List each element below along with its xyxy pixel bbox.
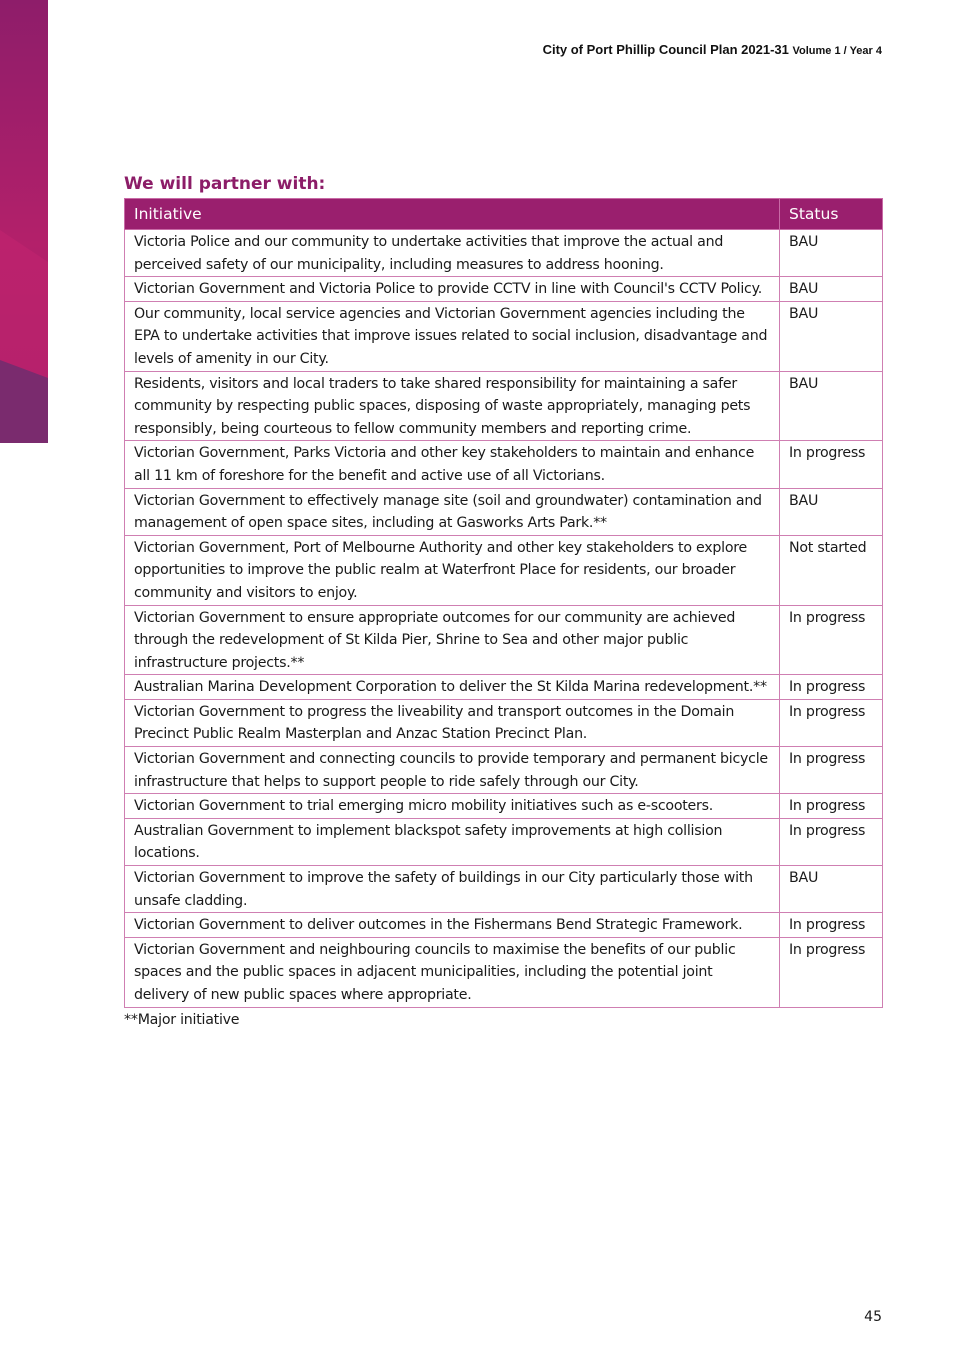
initiative-cell: Victorian Government to effectively manage site (soil and groundwater) contamination and management of open space sites, including at Gasworks Arts Park.** xyxy=(125,488,780,535)
status-cell: In progress xyxy=(780,937,883,1007)
decorative-side-band xyxy=(0,0,48,443)
table-row xyxy=(125,937,883,1007)
footnote: **Major initiative xyxy=(124,1012,240,1028)
table-row xyxy=(125,818,883,865)
initiative-cell: Victorian Government to trial emerging micro mobility initiatives such as e-scooters. xyxy=(125,794,780,819)
table-row xyxy=(125,301,883,371)
status-cell: In progress xyxy=(780,794,883,819)
status-cell: Not started xyxy=(780,535,883,605)
status-cell: In progress xyxy=(780,747,883,794)
table-row xyxy=(125,371,883,441)
table-header-row xyxy=(125,199,883,230)
status-cell: In progress xyxy=(780,605,883,675)
status-cell: In progress xyxy=(780,699,883,746)
initiative-cell: Victorian Government and neighbouring councils to maximise the benefits of our public spaces and the public spaces in adjacent municipalities, including the potential joint delivery of new public spaces where appropriate. xyxy=(125,937,780,1007)
document-title: City of Port Phillip Council Plan 2021-31 xyxy=(542,42,789,57)
initiative-cell: Victorian Government, Port of Melbourne Authority and other key stakeholders to explore opportunities to improve the public realm at Waterfront Place for residents, our broader community and visitors to enjoy. xyxy=(125,535,780,605)
initiative-cell: Victorian Government and connecting councils to provide temporary and permanent bicycle infrastructure that helps to support people to ride safely through our City. xyxy=(125,747,780,794)
initiative-cell: Residents, visitors and local traders to take shared responsibility for maintaining a safer community by respecting public spaces, disposing of waste appropriately, managing pets responsibly, being courteous to fellow community members and reporting crime. xyxy=(125,371,780,441)
initiative-cell: Victorian Government to deliver outcomes in the Fishermans Bend Strategic Framework. xyxy=(125,913,780,938)
initiative-cell: Victorian Government to improve the safety of buildings in our City particularly those with unsafe cladding. xyxy=(125,866,780,913)
document-header xyxy=(543,42,882,57)
table-row xyxy=(125,535,883,605)
table-row xyxy=(125,441,883,488)
column-header-status: Status xyxy=(780,199,883,230)
initiative-cell: Australian Marina Development Corporation to deliver the St Kilda Marina redevelopment.** xyxy=(125,675,780,700)
initiative-cell: Our community, local service agencies and Victorian Government agencies including the EPA to undertake activities that improve issues related to social inclusion, disadvantage and levels of amenity in our City. xyxy=(125,301,780,371)
initiative-cell: Victorian Government to progress the liveability and transport outcomes in the Domain Precinct Public Realm Masterplan and Anzac Station Precinct Plan. xyxy=(125,699,780,746)
table-row xyxy=(125,747,883,794)
initiative-cell: Victoria Police and our community to undertake activities that improve the actual and perceived safety of our municipality, including measures to address hooning. xyxy=(125,230,780,277)
table-row xyxy=(125,675,883,700)
table-row xyxy=(125,230,883,277)
status-cell: BAU xyxy=(780,277,883,302)
table-row xyxy=(125,605,883,675)
status-cell: BAU xyxy=(780,230,883,277)
column-header-initiative: Initiative xyxy=(125,199,780,230)
status-cell: In progress xyxy=(780,441,883,488)
status-cell: In progress xyxy=(780,818,883,865)
initiative-cell: Victorian Government and Victoria Police to provide CCTV in line with Council's CCTV Policy. xyxy=(125,277,780,302)
initiative-cell: Australian Government to implement blackspot safety improvements at high collision locations. xyxy=(125,818,780,865)
table-row xyxy=(125,866,883,913)
initiative-cell: Victorian Government to ensure appropriate outcomes for our community are achieved through the redevelopment of St Kilda Pier, Shrine to Sea and other major public infrastructure projects.** xyxy=(125,605,780,675)
table-row xyxy=(125,794,883,819)
status-cell: In progress xyxy=(780,675,883,700)
document-volume: Volume 1 / Year 4 xyxy=(792,45,882,57)
status-cell: BAU xyxy=(780,371,883,441)
status-cell: BAU xyxy=(780,488,883,535)
table-row xyxy=(125,488,883,535)
table-row xyxy=(125,277,883,302)
initiatives-table xyxy=(124,198,883,1008)
initiative-cell: Victorian Government, Parks Victoria and other key stakeholders to maintain and enhance all 11 km of foreshore for the benefit and active use of all Victorians. xyxy=(125,441,780,488)
page-number: 45 xyxy=(864,1309,882,1325)
section-heading: We will partner with: xyxy=(124,174,326,194)
table-row xyxy=(125,913,883,938)
status-cell: In progress xyxy=(780,913,883,938)
status-cell: BAU xyxy=(780,301,883,371)
table-row xyxy=(125,699,883,746)
status-cell: BAU xyxy=(780,866,883,913)
